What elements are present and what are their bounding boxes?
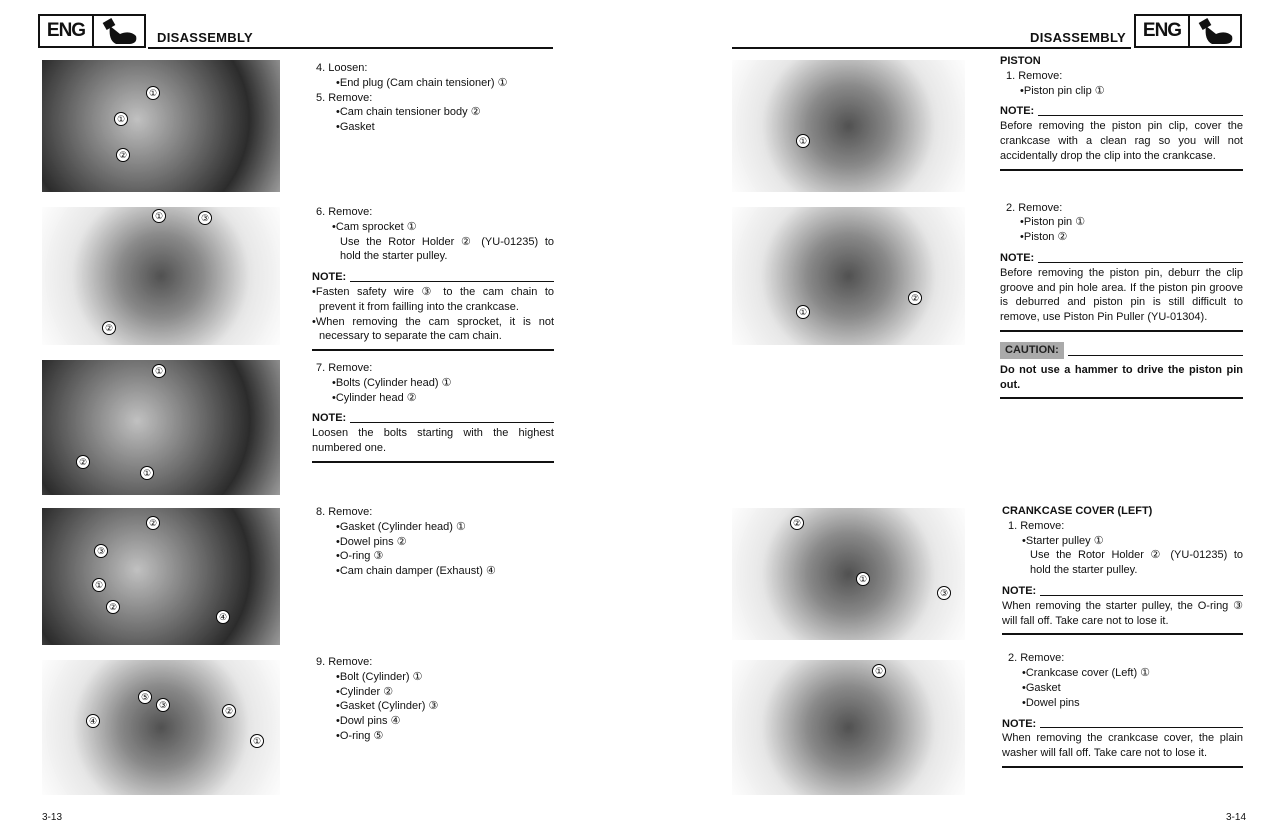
note-text: Before removing the piston pin clip, cover the crankcase with a clean rag so you will not accidentally drop the clip into the crankcase. bbox=[1000, 120, 1243, 162]
step-heading: 9. Remove: bbox=[316, 656, 373, 668]
step-item: •Gasket (Cylinder) ③ bbox=[336, 700, 439, 713]
note-text: •Fasten safety wire ③ to the cam chain to bbox=[312, 285, 554, 298]
note-label: NOTE: bbox=[1000, 105, 1035, 118]
step-heading: 4. Loosen: bbox=[316, 62, 368, 74]
note-heading bbox=[1002, 717, 1243, 732]
step-item: •Piston pin clip ① bbox=[1020, 84, 1105, 97]
note-label: NOTE: bbox=[1002, 717, 1037, 730]
photo-gasket-dowel bbox=[42, 508, 280, 645]
step-item: hold the starter pulley. bbox=[1030, 564, 1138, 577]
note-heading bbox=[1002, 584, 1243, 599]
callout: ② bbox=[908, 291, 922, 305]
note-heading bbox=[312, 270, 554, 285]
step-item: •Crankcase cover (Left) ① bbox=[1022, 667, 1151, 680]
step-item: •O-ring ③ bbox=[336, 550, 384, 563]
step-heading: 1. Remove: bbox=[1008, 519, 1065, 532]
engine-icon bbox=[1190, 16, 1240, 46]
step-heading: 1. Remove: bbox=[1006, 69, 1063, 82]
note-text: necessary to separate the cam chain. bbox=[319, 330, 502, 343]
callout: ② bbox=[76, 455, 90, 469]
header-rule bbox=[732, 47, 1131, 49]
piston-section bbox=[1000, 54, 1243, 399]
callout: ③ bbox=[156, 698, 170, 712]
engine-icon bbox=[94, 16, 144, 46]
callout: ① bbox=[152, 364, 166, 378]
caution-text: Do not use a hammer to drive the piston pin out. bbox=[1000, 363, 1243, 391]
caution-rule bbox=[1000, 397, 1243, 399]
callout: ① bbox=[856, 572, 870, 586]
step-heading: 5. Remove: bbox=[316, 91, 373, 104]
callout: ② bbox=[790, 516, 804, 530]
callout: ② bbox=[102, 321, 116, 335]
step-item: •Bolts (Cylinder head) ① bbox=[332, 376, 452, 389]
note-text: When removing the crankcase cover, the plain washer will fall off. Take care not to lose it. bbox=[1002, 732, 1243, 760]
note-label: NOTE: bbox=[312, 271, 347, 284]
callout: ② bbox=[106, 600, 120, 614]
note-rule bbox=[1002, 766, 1243, 768]
eng-logo bbox=[1134, 14, 1242, 48]
step-heading: 2. Remove: bbox=[1006, 201, 1063, 214]
note-rule bbox=[312, 349, 554, 351]
step-item: hold the starter pulley. bbox=[340, 250, 448, 263]
step-item: •Gasket bbox=[1022, 681, 1061, 694]
step-item: •Cam chain damper (Exhaust) ④ bbox=[336, 565, 496, 578]
callout: ① bbox=[140, 466, 154, 480]
callout: ⑤ bbox=[138, 690, 152, 704]
header-rule bbox=[148, 47, 553, 49]
note-label: NOTE: bbox=[312, 412, 347, 425]
callout: ① bbox=[146, 86, 160, 100]
note-rule bbox=[1002, 633, 1243, 635]
caution-heading bbox=[1000, 342, 1243, 359]
callout: ① bbox=[152, 209, 166, 223]
step-item: •O-ring ⑤ bbox=[336, 729, 384, 742]
step-item: •End plug (Cam chain tensioner) ① bbox=[336, 76, 508, 89]
callout: ③ bbox=[198, 211, 212, 225]
note-heading bbox=[312, 411, 554, 426]
note-heading bbox=[1000, 251, 1243, 266]
callout: ② bbox=[116, 148, 130, 162]
page-number: 3-13 bbox=[42, 812, 63, 823]
step-item: •Bolt (Cylinder) ① bbox=[336, 670, 423, 683]
callout: ① bbox=[114, 112, 128, 126]
note-label: NOTE: bbox=[1002, 584, 1037, 597]
photo-cam-sprocket bbox=[42, 207, 280, 345]
note-rule bbox=[1000, 169, 1243, 171]
note-text: Before removing the piston pin, deburr the clip groove and pin hole area. If the piston pin groove is deburred and piston pin is still difficult to remove, use Piston Pin Puller (YU-01304). bbox=[1000, 266, 1243, 324]
callout: ④ bbox=[86, 714, 100, 728]
step-item: •Piston ② bbox=[1020, 231, 1068, 244]
step-item: •Gasket (Cylinder head) ① bbox=[336, 520, 466, 533]
eng-logo bbox=[38, 14, 146, 48]
note-label: NOTE: bbox=[1000, 251, 1035, 264]
note-text: numbered one. bbox=[312, 441, 386, 454]
eng-label: ENG bbox=[40, 16, 94, 46]
photo-cam-chain-tensioner bbox=[42, 60, 280, 192]
step-6 bbox=[312, 205, 554, 351]
step-item: Use the Rotor Holder ② (YU-01235) to bbox=[1030, 549, 1243, 562]
step-item: •Cylinder head ② bbox=[332, 391, 417, 404]
callout: ④ bbox=[216, 610, 230, 624]
callout: ② bbox=[222, 704, 236, 718]
photo-cylinder-head bbox=[42, 360, 280, 495]
section-title: DISASSEMBLY bbox=[1030, 30, 1127, 45]
callout: ① bbox=[92, 578, 106, 592]
step-item: •Piston pin ① bbox=[1020, 216, 1086, 229]
step-item: •Cam chain tensioner body ② bbox=[336, 106, 481, 119]
callout: ① bbox=[796, 305, 810, 319]
photo-crankcase-cover bbox=[732, 660, 965, 795]
subsection-title: PISTON bbox=[1000, 55, 1041, 67]
step-item: •Cam sprocket ① bbox=[332, 220, 417, 233]
step-item: •Gasket bbox=[336, 121, 375, 134]
step-item: •Cylinder ② bbox=[336, 685, 394, 698]
crankcase-cover-section bbox=[1002, 504, 1243, 768]
note-heading bbox=[1000, 104, 1243, 119]
step-item: Use the Rotor Holder ② (YU-01235) to bbox=[340, 235, 554, 248]
section-title: DISASSEMBLY bbox=[157, 30, 254, 45]
note-rule bbox=[312, 461, 554, 463]
eng-label: ENG bbox=[1136, 16, 1190, 46]
step-heading: 6. Remove: bbox=[316, 206, 373, 218]
step-9 bbox=[316, 655, 556, 744]
step-heading: 8. Remove: bbox=[316, 506, 373, 518]
subsection-title: CRANKCASE COVER (LEFT) bbox=[1002, 505, 1153, 517]
callout: ② bbox=[146, 516, 160, 530]
callout: ③ bbox=[937, 586, 951, 600]
step-item: •Starter pulley ① bbox=[1022, 534, 1104, 547]
note-text: When removing the starter pulley, the O-ring ③ will fall off. Take care not to lose it. bbox=[1002, 599, 1243, 627]
step-8 bbox=[316, 505, 556, 579]
note-text: Loosen the bolts starting with the highest bbox=[312, 427, 554, 440]
step-heading: 2. Remove: bbox=[1008, 652, 1065, 665]
step-item: •Dowl pins ④ bbox=[336, 715, 401, 728]
callout: ① bbox=[872, 664, 886, 678]
callout: ③ bbox=[94, 544, 108, 558]
step-item: •Dowel pins bbox=[1022, 696, 1080, 709]
step-7 bbox=[312, 361, 554, 463]
photo-cylinder bbox=[42, 660, 280, 795]
note-text: •When removing the cam sprocket, it is not bbox=[312, 315, 554, 328]
note-text: prevent it from failling into the crankcase. bbox=[319, 300, 519, 313]
step-heading: 7. Remove: bbox=[316, 362, 373, 374]
photo-piston-pin bbox=[732, 207, 965, 345]
photo-starter-pulley bbox=[732, 508, 965, 640]
page-number: 3-14 bbox=[1226, 812, 1247, 823]
step-item: •Dowel pins ② bbox=[336, 535, 407, 548]
note-rule bbox=[1000, 330, 1243, 332]
callout: ① bbox=[796, 134, 810, 148]
step-4-5 bbox=[316, 61, 556, 135]
caution-label: CAUTION: bbox=[1000, 342, 1064, 359]
photo-piston-pin-clip bbox=[732, 60, 965, 192]
callout: ① bbox=[250, 734, 264, 748]
